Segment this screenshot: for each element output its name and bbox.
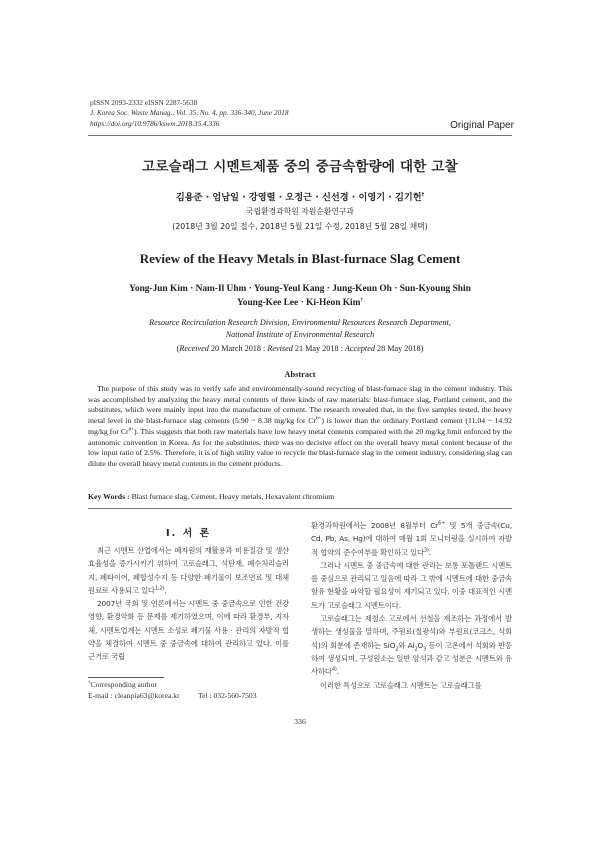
korean-affiliation: 국립환경과학원 자원순환연구과 <box>246 207 354 216</box>
intro-paragraph-4: 고로슬래그는 제철소 고로에서 선철을 제조하는 과정에서 발생하는 생성물을 말하며, 주원료(철광석)와 부원료(코크스, 석회석)의 회분에 존재하는 SiO$_2$와 $Al_2O_3$ 등이 고온에서 석회와 반응하여 생성되며, 구성원소는 일반 암석과 같고 성분은 시멘트와 유사하다$^{4)}$. <box>311 614 512 677</box>
paper-type-label: Original Paper <box>450 120 514 131</box>
intro-paragraph-2-cont: 환경과학원에서는 2008년 8월부터 $Cr^{6+}$ 및 5개 중금속(Cu, Cd, Pb, As, Hg)에 대하여 매월 1회 모니터링을 실시하여 자발적 협약의 준수여부를 확인하고 있다$^{3)}$. <box>311 520 512 557</box>
page-number: 336 <box>294 717 306 726</box>
journal-header <box>90 98 288 129</box>
left-column <box>88 544 289 664</box>
korean-dates: (2018년 3월 20일 접수, 2018년 5월 21일 수정, 2018년 5월 28일 채택) <box>172 222 428 231</box>
intro-paragraph-3: 그러나 시멘트 중 중금속에 대한 관리는 보통 포틀랜드 시멘트를 중심으로 관리되고 있음에 따라 그 밖에 시멘트에 대한 중금속 함유 현황을 파악할 필요성이 제기되고 있다. 이중 대표적인 시멘트가 고로슬래그 시멘트이다. <box>311 560 512 610</box>
corresponding-mark: † <box>421 191 425 198</box>
footnote-tel: Tel : 032-560-7503 <box>198 691 257 700</box>
intro-paragraph-5: 이러한 특성으로 고로슬래그 시멘트는 고로슬래그를 <box>320 680 482 690</box>
english-authors <box>88 283 512 310</box>
right-column <box>311 519 512 692</box>
abstract-rule <box>88 508 512 509</box>
header-rule <box>88 135 512 136</box>
footnote <box>88 679 289 700</box>
abstract-body: The purpose of this study was to verify safe and environmentally-sound recycling of blast-furnace slag in the cement industry. This was accomplished by analyzing the heavy metal contents of three kinds of raw materials: blast-furnace slag, Portland cement, and the substitutes, which were mainly input into the manufacture of cement. The research revealed that, in the five samples tested, the heavy metal level in the blast-furnace slag cements (5.90 ~ 8.38 mg/kg for $Cr^{6+}$) is lower than the ordinary Portland cement (11.04 ~ 14.92 mg/kg for $Cr^{6+}$). This suggests that both raw materials have low heavy metal contents compared with the 20 mg/kg limit enforced by the autonomic convention in Korea. As for the substitutes, there was no decisive effect on the overall heavy metal content because of the low input ratio of 2.5%. Therefore, it is of high utility value to recycle the blast-furnace slag in the cement industry, considering slag can dilute the overall heavy metal contents in the cement products. <box>88 384 513 468</box>
section-heading-intro: I. 서 론 <box>165 528 212 539</box>
footnote-label: †Corresponding author <box>88 680 157 689</box>
english-affiliation: Resource Recirculation Research Division, Environmental Resources Research Department, National Institute of Environmental Research <box>149 318 451 339</box>
korean-authors: 김용준 · 엄남일 · 강영렬 · 오정근 · 신선경 · 이영기 · 김기헌† <box>175 191 425 203</box>
citation-line: J. Korea Soc. Waste Manag., Vol. 35, No. 4, pp. 336-340, June 2018 <box>90 108 289 118</box>
intro-paragraph-2: 2007년 국회 및 언론에서는 시멘트 중 중금속으로 인한 건강영향, 환경악화 등 문제를 제기하였으며, 이에 따라 환경부, 지자체, 시멘트업계는 시멘트 소성로 폐기물 사용 · 관리의 자발적 협약을 체결하여 시멘트 중 중금속에 대하여 관리하고 있다. 이를 근거로 국립 <box>88 599 289 662</box>
english-authors-line1: Yong-Jun Kim · Nam-Il Uhm · Young-Yeul Kang · Jung-Keun Oh · Sun-Kyoung Shin <box>129 284 471 294</box>
footnote-rule <box>88 677 164 678</box>
korean-title: 고로슬래그 시멘트제품 중의 중금속함량에 대한 고찰 <box>142 159 458 175</box>
doi-link[interactable]: https://doi.org/10.9786/kswm.2018.35.4.336 <box>90 118 220 128</box>
abstract-heading: Abstract <box>284 370 316 379</box>
issn-line: pISSN 2093-2332 eISSN 2287-5638 <box>90 98 198 107</box>
english-title: Review of the Heavy Metals in Blast-furnace Slag Cement <box>139 251 461 266</box>
intro-paragraph-1: 최근 시멘트 산업에서는 폐자원의 재활용과 비용절감 및 생산 효율성을 증가시키기 위하여 고로슬래그, 석탄재, 폐수처리슬러지, 폐타이어, 폐합성수지 등 다양한 폐기물이 보조연료 및 대체원료로 사용되고 있다$^{1,2)}$. <box>88 546 289 595</box>
english-authors-line2: Young-Kee Lee · Ki-Heon Kim† <box>237 297 363 308</box>
footnote-email[interactable]: E-mail : cleanpia63@korea.kr <box>88 691 180 700</box>
english-dates: (Received 20 March 2018 : Revised 21 May 2018 : Accepted 28 May 2018) <box>176 344 424 353</box>
corresponding-mark: † <box>360 297 363 303</box>
keywords: Key Words : Blast furnace slag, Cement, Heavy metals, Hexavalent chromium <box>88 492 335 501</box>
